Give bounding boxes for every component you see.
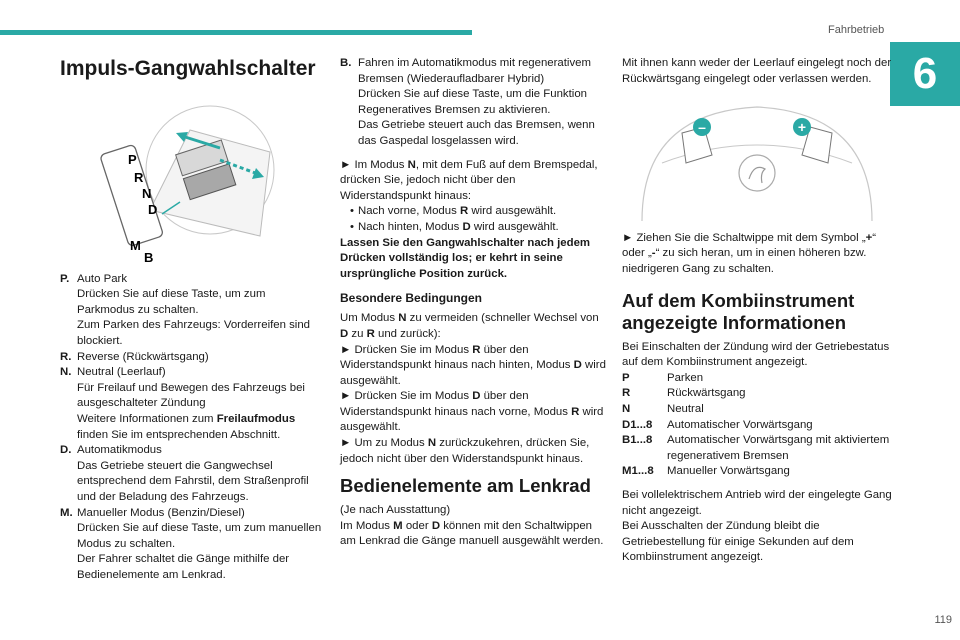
figure-label-n: N [142, 186, 152, 201]
equipment-note: (Je nach Ausstattung) [340, 504, 451, 517]
figure-label-d: D [148, 202, 158, 217]
paddle-instruction: ► Ziehen Sie die Schaltwippe mit dem Symbol „+“ oder „-“ zu sich heran, um in einen höheren bzw. niedrigeren Gang zu schalten. [622, 231, 877, 275]
figure-label-m: M [130, 238, 141, 253]
figure-label-p: P [128, 152, 137, 167]
section-header: Fahrbetrieb [828, 24, 885, 36]
status-row: B1...8 Automatischer Vorwärtsgang mit aktiviertem regenerativem Bremsen [622, 434, 890, 462]
figure-label-b: B [144, 250, 154, 265]
def-d: D. Automatikmodus Das Getriebe steuert die Gangwechsel entsprechend dem Fahrstil, dem Straßenprofil und der Beladung des Fahrzeugs. [60, 444, 309, 503]
special-intro: Um Modus N zu vermeiden (schneller Wechsel von D zu R und zurück): [340, 312, 599, 340]
def-b: B. Fahren im Automatikmodus mit regenerativem Bremsen (Wiederaufladbarer Hybrid) Drücken Sie auf diese Taste, um die Funktion Regeneratives Bremsen zu aktivieren. Das Getriebe steuert auch das Bremsen, wenn das Gaspedal losgelassen wird. [340, 57, 595, 147]
paddle-intro: Mit ihnen kann weder der Leerlauf eingelegt noch der Rückwärtsgang eingelegt oder verlassen werden. [622, 57, 892, 85]
instrument-info-heading: Auf dem Kombiinstrument angezeigte Informationen [622, 289, 855, 333]
def-p: P. Auto Park Drücken Sie auf diese Taste, um zum Parkmodus zu schalten. Zum Parken des Fahrzeugs: Vorderreifen sind blockiert. [60, 272, 310, 347]
column-2 [340, 56, 608, 550]
special-conditions-heading: Besondere Bedingungen [340, 291, 483, 306]
def-m: M. Manueller Modus (Benzin/Diesel) Drücken Sie auf diese Taste, um zum manuellen Modus zu schalten. Der Fahrer schaltet die Gänge mithilfe der Bedienelemente am Lenkrad. [60, 506, 322, 581]
steering-controls-heading: Bedienelemente am Lenkrad [340, 475, 591, 497]
ignition-off-note: Bei Ausschalten der Zündung bleibt die Getriebestellung für einige Sekunden auf dem Kombiinstrument angezeigt. [622, 520, 854, 564]
figure-label-r: R [134, 170, 144, 185]
paddle-minus-label: – [698, 119, 706, 136]
paddle-description: Im Modus M oder D können mit den Schaltwippen am Lenkrad die Gänge manuell ausgewählt werden. [340, 519, 604, 548]
def-n: N. Neutral (Leerlauf) Für Freilauf und Bewegen des Fahrzeugs bei ausgeschalteter Zündung Weitere Informationen zum Freilaufmodus finden Sie im entsprechenden Abschnitt. [60, 366, 305, 441]
special-step-2: ► Drücken Sie im Modus D über den Widerstandspunkt hinaus nach vorne, Modus R wird ausgewählt. [340, 390, 604, 434]
column-1 [60, 56, 322, 583]
page-number: 119 [934, 614, 952, 626]
special-step-3: ► Um zu Modus N zurückzukehren, drücken Sie, jedoch nicht über den Widerstandspunkt hinaus. [340, 437, 590, 465]
header-rule [0, 30, 472, 35]
electric-note: Bei vollelektrischem Antrieb wird der eingelegte Gang nicht angezeigt. [622, 488, 892, 517]
instrument-info-text: Bei Einschalten der Zündung wird der Getriebestatus auf dem Kombiinstrument angezeigt. [622, 340, 890, 369]
gear-selector-illustration [60, 90, 322, 266]
release-note: Lassen Sie den Gangwahlschalter nach jedem Drücken vollständig los; er kehrt in seine ursprüngliche Position zurück. [340, 236, 591, 280]
special-step-1: ► Drücken Sie im Modus R über den Widerstandspunkt hinaus nach hinten, Modus D wird ausgewählt. [340, 343, 606, 387]
status-row: R Rückwärtsgang [622, 387, 746, 400]
bullet-forward: • Nach vorne, Modus R wird ausgewählt. [350, 205, 557, 218]
chapter-number: 6 [890, 42, 960, 106]
instruction-neutral: ► Im Modus N, mit dem Fuß auf dem Bremspedal, drücken Sie, jedoch nicht über den Widerstandspunkt hinaus: [340, 158, 598, 202]
status-row: D1...8 Automatischer Vorwärtsgang [622, 418, 813, 431]
bullet-backward: • Nach hinten, Modus D wird ausgewählt. [350, 220, 559, 233]
status-row: N Neutral [622, 402, 704, 415]
status-row: M1...8 Manueller Vorwärtsgang [622, 465, 790, 478]
page-title: Impuls-Gangwahlschalter [60, 57, 316, 80]
paddle-plus-label: + [797, 119, 807, 136]
status-row: P Parken [622, 371, 704, 384]
steering-wheel-illustration [622, 93, 892, 221]
def-r: R. Reverse (Rückwärtsgang) [60, 350, 209, 363]
column-3 [622, 56, 892, 566]
